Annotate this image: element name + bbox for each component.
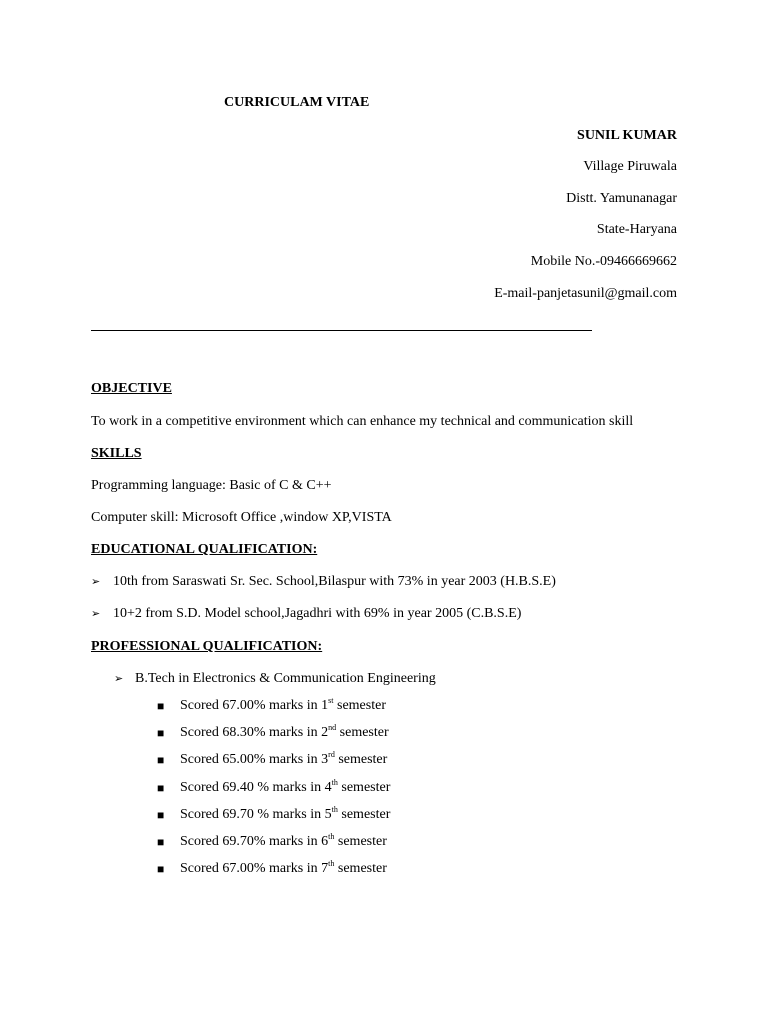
square-bullet-icon: ■ xyxy=(157,862,165,876)
semester-label: semester xyxy=(337,780,391,795)
ordinal-suffix: th xyxy=(328,832,335,841)
semester-score-text: Scored 69.70 % marks in 5 xyxy=(180,807,332,822)
arrow-bullet-icon: ➢ xyxy=(91,576,101,588)
semester-label: semester xyxy=(333,698,386,713)
semester-score-item xyxy=(180,860,387,878)
candidate-name: SUNIL KUMAR xyxy=(577,128,677,143)
arrow-bullet-icon: ➢ xyxy=(91,608,101,620)
square-bullet-icon: ■ xyxy=(157,753,165,767)
semester-score-text: Scored 65.00% marks in 3 xyxy=(180,752,329,767)
education-item-10th: 10th from Saraswati Sr. Sec. School,Bilaspur with 73% in year 2003 (H.B.S.E) xyxy=(113,574,556,589)
objective-text: To work in a competitive environment which can enhance my technical and communication skill xyxy=(91,414,634,429)
degree-title: B.Tech in Electronics & Communication Engineering xyxy=(135,671,436,686)
skill-programming: Programming language: Basic of C & C++ xyxy=(91,478,332,493)
semester-score-text: Scored 69.70% marks in 6 xyxy=(180,834,329,849)
semester-score-text: Scored 69.40 % marks in 4 xyxy=(180,780,332,795)
ordinal-suffix: rd xyxy=(328,750,335,759)
square-bullet-icon: ■ xyxy=(157,699,165,713)
semester-score-item xyxy=(180,697,386,715)
objective-heading: OBJECTIVE xyxy=(91,381,172,396)
contact-mobile: Mobile No.-09466669662 xyxy=(530,254,677,269)
ordinal-suffix: th xyxy=(331,805,338,814)
professional-heading: PROFESSIONAL QUALIFICATION: xyxy=(91,639,323,654)
address-district: Distt. Yamunanagar xyxy=(566,191,677,206)
education-item-12th: 10+2 from S.D. Model school,Jagadhri with 69% in year 2005 (C.B.S.E) xyxy=(113,606,522,621)
semester-label: semester xyxy=(334,834,387,849)
address-state: State-Haryana xyxy=(596,222,677,237)
arrow-bullet-icon: ➢ xyxy=(114,673,124,685)
ordinal-suffix: st xyxy=(328,696,334,705)
square-bullet-icon: ■ xyxy=(157,726,165,740)
ordinal-suffix: th xyxy=(331,778,338,787)
ordinal-suffix: th xyxy=(328,859,335,868)
semester-score-text: Scored 67.00% marks in 7 xyxy=(180,861,329,876)
semester-score-item xyxy=(180,833,387,851)
ordinal-suffix: nd xyxy=(328,723,337,732)
skill-computer: Computer skill: Microsoft Office ,window XP,VISTA xyxy=(91,510,392,525)
header-divider xyxy=(91,330,592,331)
skills-heading: SKILLS xyxy=(91,446,142,461)
square-bullet-icon: ■ xyxy=(157,808,165,822)
document-title: CURRICULAM VITAE xyxy=(224,95,370,110)
education-heading: EDUCATIONAL QUALIFICATION: xyxy=(91,542,318,557)
semester-label: semester xyxy=(337,807,391,822)
square-bullet-icon: ■ xyxy=(157,835,165,849)
semester-score-item xyxy=(180,724,389,742)
semester-score-item xyxy=(180,751,387,769)
semester-score-text: Scored 68.30% marks in 2 xyxy=(180,725,329,740)
semester-score-item xyxy=(180,806,390,824)
semester-score-text: Scored 67.00% marks in 1 xyxy=(180,698,329,713)
semester-label: semester xyxy=(334,752,388,767)
address-village: Village Piruwala xyxy=(583,159,677,174)
square-bullet-icon: ■ xyxy=(157,781,165,795)
contact-email: E-mail-panjetasunil@gmail.com xyxy=(494,286,677,301)
semester-label: semester xyxy=(334,861,387,876)
semester-label: semester xyxy=(336,725,389,740)
semester-score-item xyxy=(180,779,390,797)
